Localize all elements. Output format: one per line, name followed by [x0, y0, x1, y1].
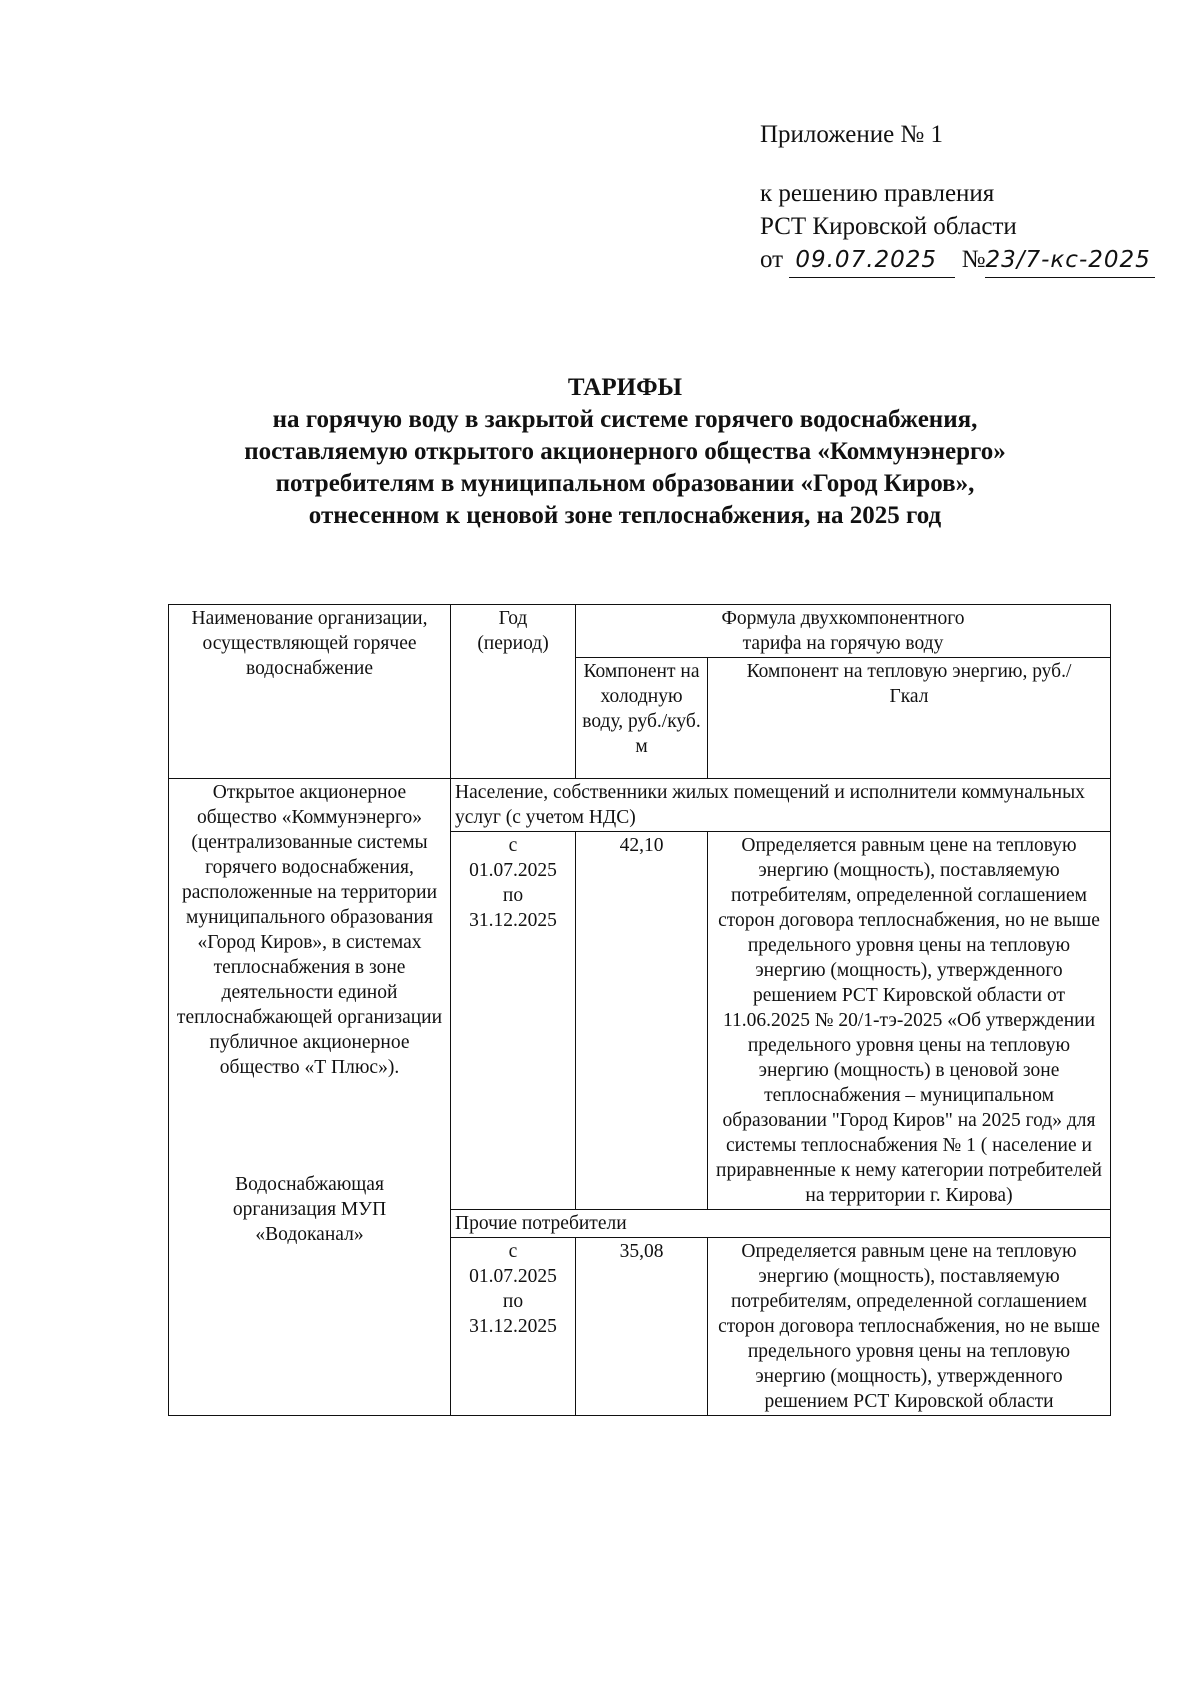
- heading-line-3: потребителям в муниципальном образовании «Город Киров»,: [275, 470, 975, 497]
- group-1-period-from: 01.07.2025: [469, 860, 557, 881]
- heading-line-1: на горячую воду в закрытой системе горячего водоснабжения,: [272, 406, 978, 433]
- heading-line-4: отнесенном к ценовой зоне теплоснабжения, на 2025 год: [308, 502, 942, 529]
- group-1-period-from-prefix: с: [508, 835, 518, 856]
- group-2-period-to: 31.12.2025: [469, 1316, 557, 1337]
- header-formula-text: Формула двухкомпонентного тарифа на горячую воду: [721, 608, 965, 654]
- number-prefix: №: [961, 246, 986, 273]
- group-2-label: Прочие потребители: [451, 1210, 1111, 1238]
- group-1-period: [451, 832, 576, 1210]
- appendix-date-line: [760, 243, 1155, 278]
- heading-title: ТАРИФЫ: [567, 374, 683, 401]
- document-heading: [120, 372, 1130, 532]
- header-heat-energy-text: Компонент на тепловую энергию, руб./Гкал: [746, 661, 1072, 707]
- header-organization: Наименование организации, осуществляющей горячее водоснабжение: [169, 605, 451, 779]
- group-2-heat-energy-text: Определяется равным цене на тепловую энергию (мощность), поставляемую потребителям, определенной соглашением сторон договора теплоснабжения, но не выше предельного уровня цены на тепловую энергию (мощность), утвержденного решением РСТ Кировской области: [708, 1238, 1111, 1416]
- handwritten-date: 09.07.2025: [789, 244, 955, 278]
- group-1-period-to: 31.12.2025: [469, 910, 557, 931]
- group-1-cold-water-value: 42,10: [576, 832, 708, 1210]
- appendix-line-authority: РСТ Кировской области: [760, 213, 1017, 240]
- header-period-text: Год (период): [477, 608, 549, 654]
- group-1-heat-energy-text: Определяется равным цене на тепловую энергию (мощность), поставляемую потребителям, определенной соглашением сторон договора теплоснабжения, но не выше предельного уровня цены на тепловую энергию (мощность), утвержденного решением РСТ Кировской области от 11.06.2025 № 20/1-тэ-2025 «Об утверждении предельного уровня цены на тепловую энергию (мощность) в ценовой зоне теплоснабжения – муниципальном образовании "Город Киров" на 2025 год» для системы теплоснабжения № 1 ( население и приравненные к нему категории потребителей на территории г. Кирова): [708, 832, 1111, 1210]
- handwritten-number: 23/7-кс-2025: [985, 244, 1154, 278]
- header-period: [451, 605, 576, 779]
- group-2-cold-water-value: 35,08: [576, 1238, 708, 1416]
- header-heat-energy: [708, 658, 1111, 779]
- group-2-period-from-prefix: с: [508, 1241, 518, 1262]
- group-2-period-to-prefix: по: [502, 1291, 524, 1312]
- group-2-period: [451, 1238, 576, 1416]
- appendix-block: [760, 118, 1155, 278]
- group-1-period-to-prefix: по: [502, 885, 524, 906]
- header-row: [169, 605, 1111, 658]
- group-1-label: Население, собственники жилых помещений и исполнители коммунальных услуг (с учетом НДС): [451, 779, 1111, 832]
- organization-name: Открытое акционерное общество «Коммунэнерго» (централизованные системы горячего водоснабжения, расположенные на территории муниципального образования «Город Киров», в системах теплоснабжения в зоне деятельности единой теплоснабжающей организации публичное акционерное общество «Т Плюс»).: [176, 782, 443, 1078]
- water-supplier-text: Водоснабжающая организация МУП «Водоканал»: [232, 1174, 387, 1245]
- header-cold-water: Компонент на холодную воду, руб./куб. м: [576, 658, 708, 779]
- water-supplier: [173, 1172, 446, 1247]
- header-formula: [576, 605, 1111, 658]
- appendix-line-decision: к решению правления: [760, 180, 995, 207]
- appendix-title: Приложение № 1: [760, 121, 944, 148]
- date-prefix: от: [760, 246, 784, 273]
- group-1-label-row: [169, 779, 1111, 832]
- organization-cell: [169, 779, 451, 1416]
- group-2-period-from: 01.07.2025: [469, 1266, 557, 1287]
- heading-line-2: поставляемую открытого акционерного общества «Коммунэнерго»: [244, 438, 1006, 465]
- tariff-table: [168, 604, 1111, 1416]
